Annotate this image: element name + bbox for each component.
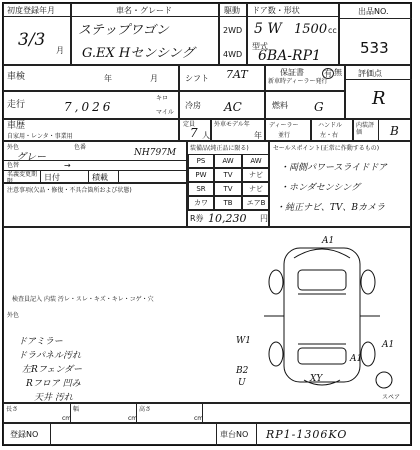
- history-sub: 自家用・レンタ・事業用: [7, 133, 73, 140]
- interior-label: 内装評価: [356, 122, 375, 136]
- ac-value: AC: [224, 100, 242, 114]
- date-label: 日付: [44, 173, 60, 182]
- registration-no-label: 登録NO: [10, 430, 39, 439]
- sales-points-title: セールスポイント(正常に作動するもの): [273, 145, 380, 152]
- spare-label: スペア: [382, 394, 401, 401]
- r-ticket-unit: 円: [260, 214, 268, 223]
- wheel-front-right: [361, 270, 375, 294]
- rear-window: [298, 348, 346, 364]
- auction-sheet: [2, 2, 412, 446]
- shaken-cell: [3, 65, 179, 91]
- diagram-label-xy: XY: [310, 374, 323, 384]
- capacity-unit: 人: [202, 131, 210, 140]
- inspector-line-1: ドアミラー: [18, 337, 63, 347]
- length-unit: cm: [62, 415, 72, 422]
- inspection-area: [3, 227, 411, 403]
- lot-value: 533: [360, 39, 389, 57]
- diagram-label-a1-top: A1: [322, 236, 335, 246]
- ac-label: 冷房: [185, 101, 201, 110]
- grade-value: G.EX Hセンシング: [82, 46, 195, 61]
- car-name-cell: [71, 3, 219, 65]
- r-ticket-label: R券: [190, 214, 204, 223]
- mileage-mile: マイル: [156, 109, 174, 116]
- cc-value: 1500: [294, 22, 328, 37]
- capacity-value: 7: [190, 126, 198, 140]
- fuel-label: 燃料: [272, 101, 288, 110]
- wheel-rear-left: [269, 342, 283, 366]
- sales-point-2: ・ホンダセンシング: [280, 183, 361, 193]
- equipment-item: PW: [188, 168, 214, 182]
- first-registration-label: 初度登録年月: [7, 6, 55, 15]
- first-registration-cell: [3, 3, 71, 65]
- mileage-cell: [3, 91, 179, 119]
- warranty-yes: 有: [324, 69, 332, 78]
- equipment-item: SR: [188, 182, 214, 196]
- inspector-line-3: 左Rフェンダー: [22, 365, 82, 375]
- drive-label: 駆動: [224, 6, 240, 15]
- fuel-value: G: [314, 100, 324, 114]
- dealer-label: ディーラー: [269, 122, 299, 129]
- car-body-outline: [284, 248, 363, 382]
- width-label: 幅: [73, 406, 80, 413]
- shaken-label: 車検: [7, 72, 26, 82]
- drive-cell: [219, 3, 247, 65]
- equipment-item: ナビ: [242, 182, 270, 196]
- color-number-value: NH797M: [134, 148, 177, 158]
- score-cell: [345, 65, 411, 119]
- model-label: 型式: [252, 42, 268, 51]
- lot-label: 出品NO.: [358, 7, 389, 16]
- warranty-label: 保証書: [280, 68, 304, 77]
- color-cell: [3, 141, 187, 183]
- interior-value: B: [390, 124, 399, 138]
- inspector-scale: 検査員記入 内装 汚レ・スレ・キズ・キレ・コゲ・穴: [12, 296, 154, 303]
- mileage-label: 走行: [7, 100, 26, 110]
- first-registration-value: 3/3: [18, 30, 46, 50]
- diagram-label-b2: B2: [236, 366, 249, 376]
- notes-cell: [3, 183, 187, 227]
- model-value: 6BA-RP1: [258, 48, 321, 64]
- car-name-label: 車名・グレード: [116, 6, 172, 15]
- diagram-label-a1-right: A1: [382, 340, 395, 350]
- chassis-no-label: 車台NO: [220, 430, 249, 439]
- inspector-line-5: 天井 汚れ: [34, 393, 73, 403]
- score-label: 評価点: [358, 69, 382, 78]
- equipment-item: PS: [188, 154, 214, 168]
- diagram-label-u: U: [238, 378, 246, 388]
- length-label: 長さ: [6, 406, 19, 413]
- equipment-item: AW: [214, 154, 242, 168]
- lot-cell: [339, 3, 411, 65]
- warranty-cell: [265, 65, 345, 91]
- dealer-sub: 並行: [278, 132, 291, 139]
- doors-cell: [247, 3, 339, 65]
- mileage-km: キロ: [156, 95, 169, 102]
- equipment-item: エアB: [242, 196, 270, 210]
- color-change-value: →: [64, 161, 71, 170]
- chassis-no-value: RP1-1306KO: [266, 428, 348, 441]
- history-label: 車歴: [7, 121, 26, 131]
- warranty-sub: 新車時ディーラー発行: [268, 78, 328, 85]
- drive-2wd: 2WD: [223, 26, 243, 35]
- loaded-label: 積載: [92, 173, 108, 182]
- import-year-unit: 年: [254, 131, 262, 140]
- color-label: 外色: [7, 144, 20, 151]
- handle-cell: [311, 119, 353, 141]
- fuel-cell: [265, 91, 345, 119]
- color-value: グレー: [16, 152, 46, 163]
- windshield: [298, 270, 346, 290]
- shift-cell: [179, 65, 265, 91]
- car-diagram: [244, 230, 404, 400]
- first-registration-month-unit: 月: [56, 46, 64, 55]
- r-ticket-value: 10,230: [208, 212, 247, 225]
- sales-points-cell: [269, 141, 411, 227]
- equipment-item: TB: [214, 196, 242, 210]
- diagram-label-w1: W1: [236, 336, 251, 346]
- cc-unit: cc: [328, 26, 337, 35]
- ac-cell: [179, 91, 265, 119]
- shaken-month-unit: 月: [150, 74, 158, 83]
- inspector-line-4: Rフロア 凹み: [26, 379, 81, 389]
- sales-point-3: ・純正ナビ、TV、Bカメラ: [276, 203, 386, 213]
- sales-point-1: ・両側パワースライドドア: [280, 163, 388, 173]
- notes-title: 注意事項(欠品・修復・不具合箇所および状態): [7, 187, 132, 194]
- dealer-cell: [265, 119, 311, 141]
- equipment-grid: [188, 154, 270, 210]
- diagram-label-a1-side: A1: [350, 354, 363, 364]
- capacity-label: 定員: [183, 121, 196, 128]
- import-year-label: 外車モデル年: [214, 121, 250, 128]
- dimensions-row: [3, 403, 411, 423]
- equipment-item: カワ: [188, 196, 214, 210]
- spare-tire: [376, 372, 392, 388]
- handle-sub: 左・右: [320, 132, 339, 139]
- history-cell: [3, 119, 179, 141]
- equipment-item: ナビ: [242, 168, 270, 182]
- interior-cell: [353, 119, 411, 141]
- car-name-value: ステップワゴン: [78, 23, 169, 38]
- height-unit: cm: [194, 415, 204, 422]
- score-value: R: [372, 88, 386, 109]
- inspector-color-label: 外色: [7, 312, 20, 319]
- handle-label: ハンドル: [318, 122, 343, 129]
- inspector-line-2: ドラパネル汚れ: [18, 351, 82, 361]
- equipment-item: AW: [242, 154, 270, 168]
- equipment-cell: [187, 141, 269, 227]
- capacity-cell: [179, 119, 211, 141]
- shift-value: 7AT: [226, 68, 248, 81]
- warranty-no: 無: [334, 68, 342, 77]
- equipment-item: TV: [214, 182, 242, 196]
- mileage-value: 7,026: [64, 100, 114, 114]
- drive-4wd: 4WD: [223, 50, 243, 59]
- shaken-year-unit: 年: [104, 74, 112, 83]
- equipment-item: TV: [214, 168, 242, 182]
- wheel-front-left: [269, 270, 283, 294]
- doors-label: ドア数・形状: [252, 6, 300, 15]
- wheel-rear-right: [361, 342, 375, 366]
- shift-label: シフト: [185, 74, 209, 83]
- width-unit: cm: [128, 415, 138, 422]
- color-number-label: 色番: [74, 144, 87, 151]
- color-change-label: 色替: [7, 162, 20, 169]
- height-label: 高さ: [139, 406, 152, 413]
- import-year-cell: [211, 119, 265, 141]
- registration-row: [3, 423, 411, 445]
- equipment-title: 装備品(純正品に限る): [190, 145, 249, 152]
- doors-value: 5 W: [254, 21, 282, 37]
- name-change-label: 名義変更期限: [7, 171, 38, 185]
